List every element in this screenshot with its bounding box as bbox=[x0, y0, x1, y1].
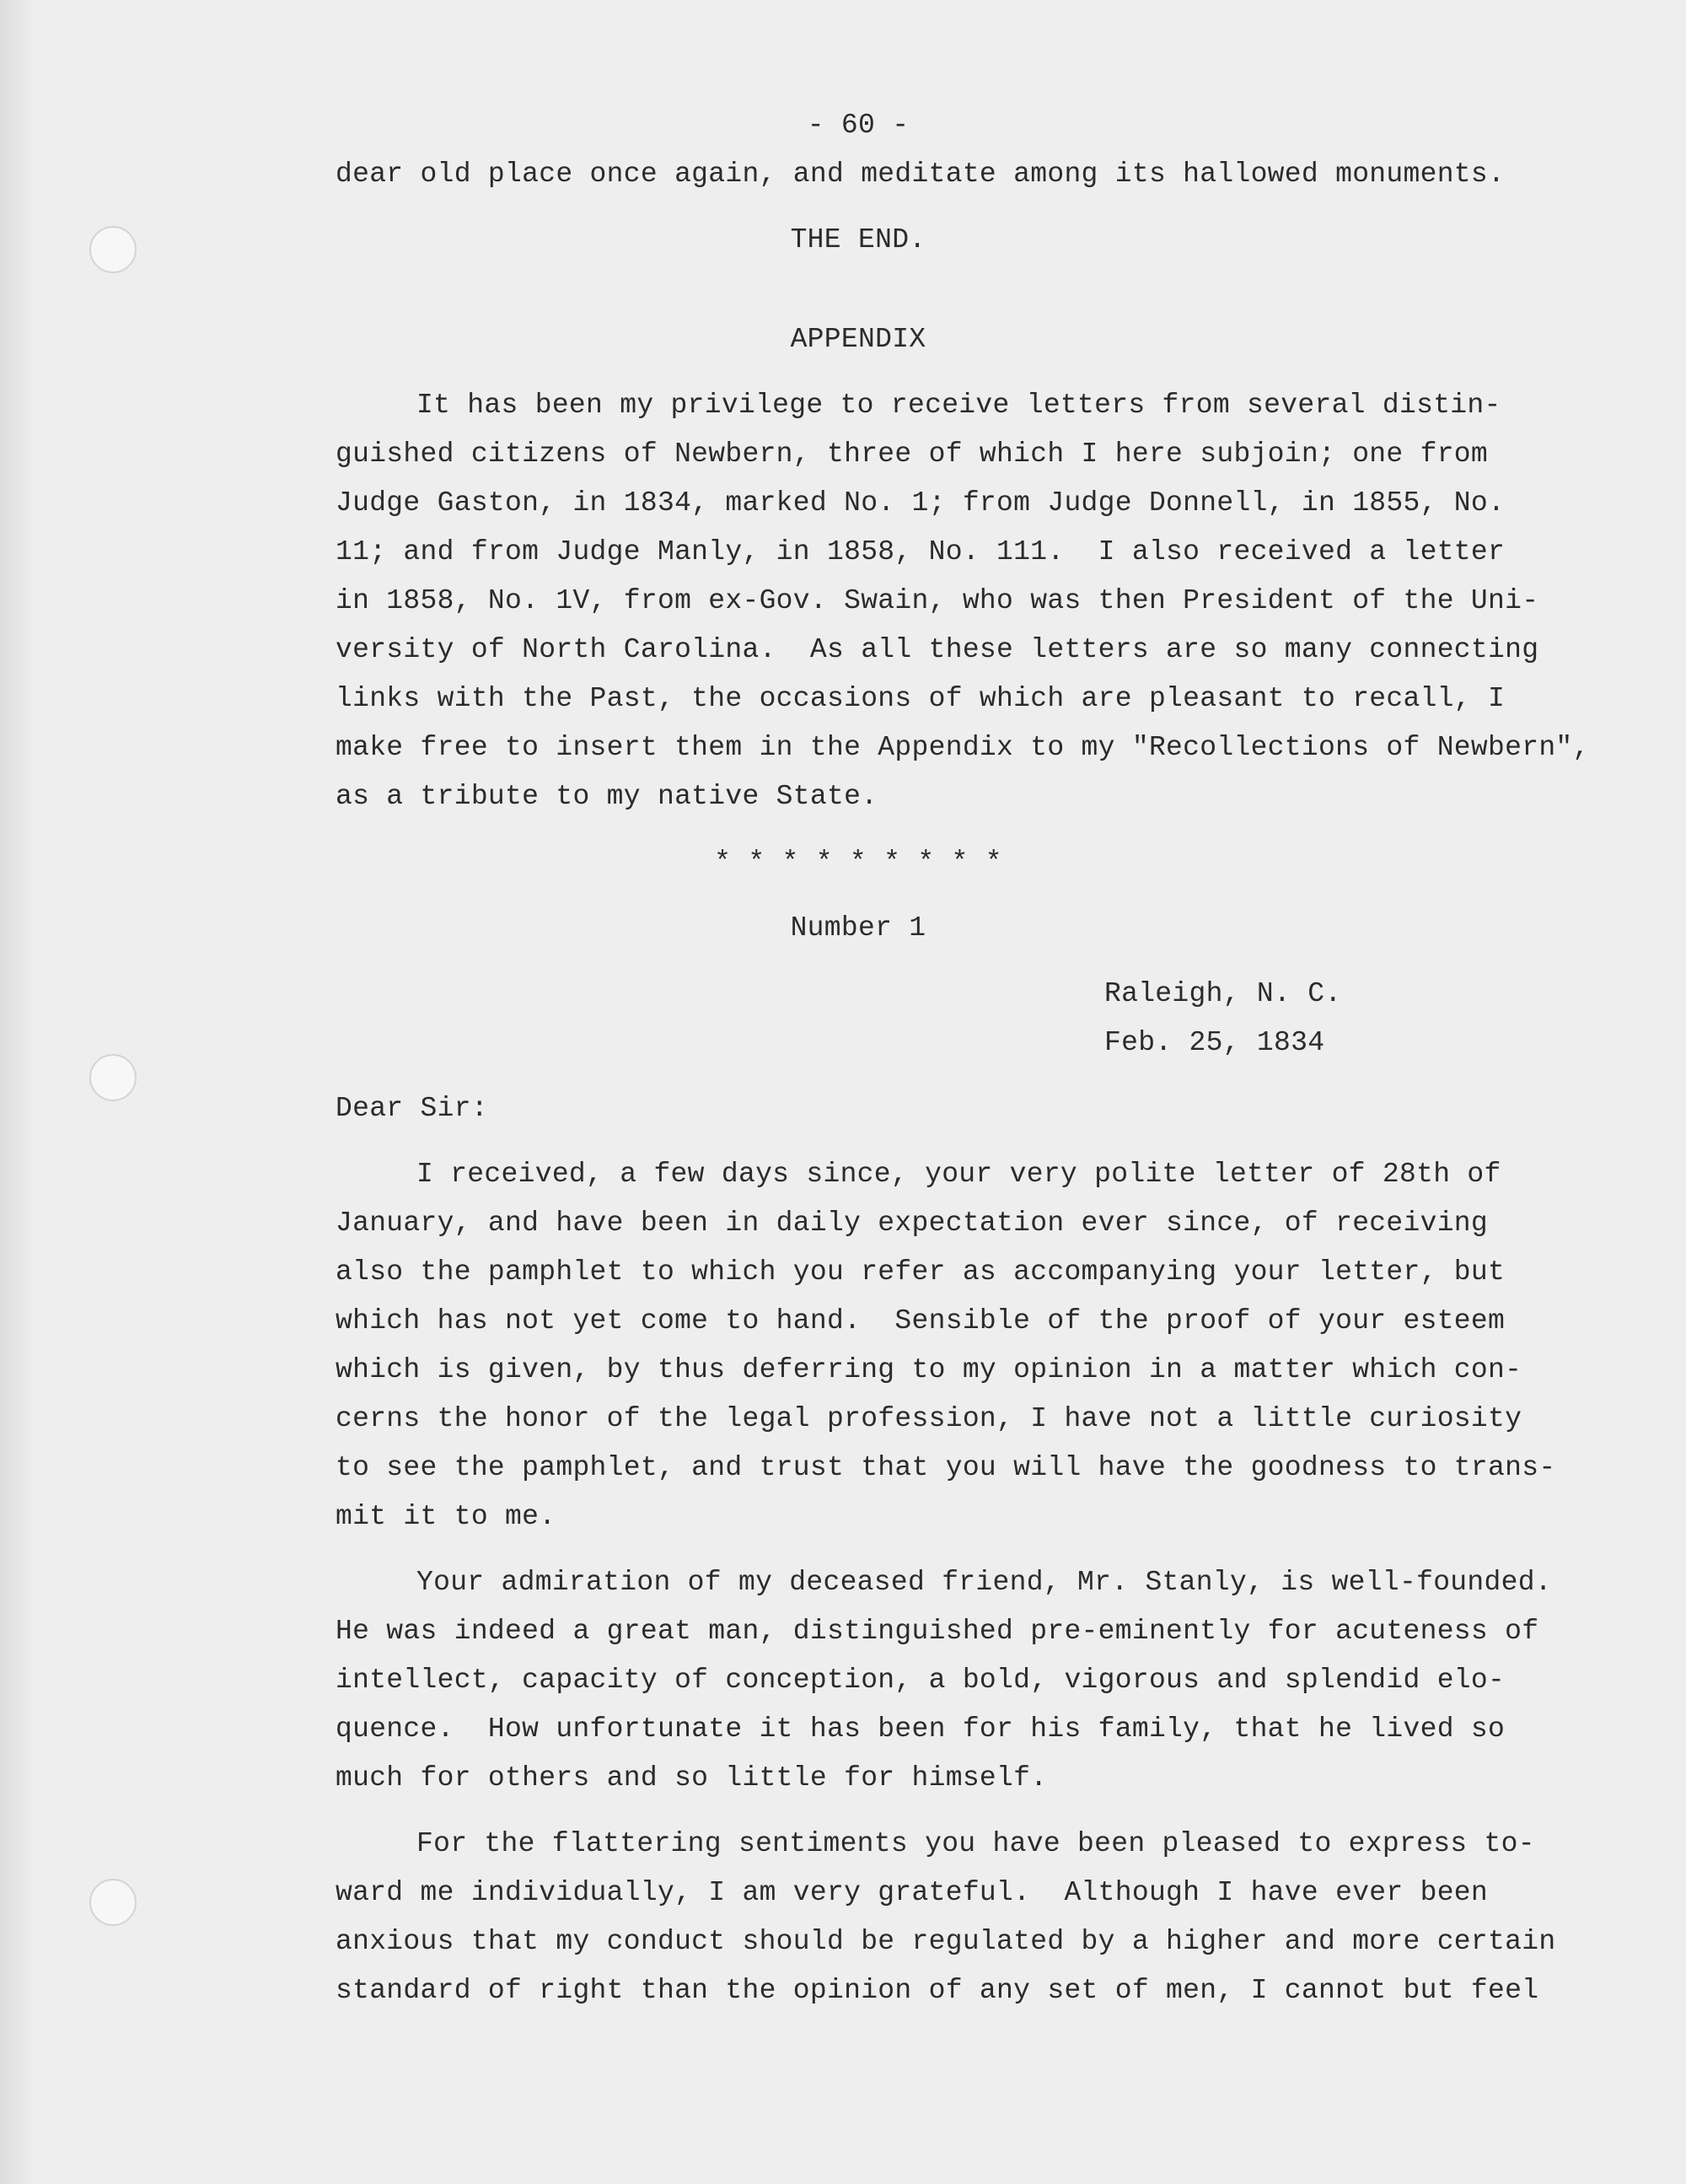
letter-place: Raleigh, N. C. bbox=[1104, 978, 1342, 1009]
the-end-heading: THE END. bbox=[790, 224, 926, 256]
appendix-paragraph bbox=[336, 381, 1590, 821]
paragraph-line: 11; and from Judge Manly, in 1858, No. 111. I also received a letter bbox=[336, 536, 1506, 568]
letter-date: Feb. 25, 1834 bbox=[1104, 1027, 1325, 1058]
paragraph-line: which is given, by thus deferring to my opinion in a matter which con- bbox=[336, 1354, 1522, 1385]
paragraph-line: January, and have been in daily expectation ever since, of receiving bbox=[336, 1208, 1489, 1239]
appendix-heading: APPENDIX bbox=[790, 324, 926, 355]
page-edge-shadow bbox=[0, 0, 34, 2184]
paragraph-line: I received, a few days since, your very polite letter of 28th of bbox=[416, 1159, 1501, 1190]
paragraph-line: guished citizens of Newbern, three of which I here subjoin; one from bbox=[336, 438, 1489, 470]
punch-hole bbox=[89, 1879, 137, 1926]
paragraph-line: which has not yet come to hand. Sensible of the proof of your esteem bbox=[336, 1305, 1506, 1337]
paragraph-line: He was indeed a great man, distinguished pre-eminently for acuteness of bbox=[336, 1616, 1539, 1647]
paragraph-line: links with the Past, the occasions of which are pleasant to recall, I bbox=[336, 683, 1506, 714]
letter-paragraph bbox=[336, 1558, 1566, 1803]
document-text bbox=[336, 101, 1590, 2015]
paragraph-line: to see the pamphlet, and trust that you will have the goodness to trans- bbox=[336, 1452, 1556, 1483]
letter-paragraph bbox=[336, 1150, 1566, 1541]
paragraph-line: anxious that my conduct should be regulated by a higher and more certain bbox=[336, 1926, 1556, 1957]
paragraph-line: versity of North Carolina. As all these letters are so many connecting bbox=[336, 634, 1539, 665]
paragraph-line: intellect, capacity of conception, a bold, vigorous and splendid elo- bbox=[336, 1665, 1506, 1696]
paragraph-line: It has been my privilege to receive letters from several distin- bbox=[416, 390, 1501, 421]
paragraph-line: also the pamphlet to which you refer as accompanying your letter, but bbox=[336, 1256, 1506, 1288]
paragraph-line: For the flattering sentiments you have been pleased to express to- bbox=[416, 1828, 1535, 1859]
paragraph-line: make free to insert them in the Appendix to my "Recollections of Newbern", bbox=[336, 732, 1590, 763]
page-number: - 60 - bbox=[807, 110, 910, 141]
paragraph-line: quence. How unfortunate it has been for his family, that he lived so bbox=[336, 1713, 1506, 1745]
salutation: Dear Sir: bbox=[336, 1093, 488, 1124]
punch-hole bbox=[89, 1054, 137, 1101]
opening-line: dear old place once again, and meditate among its hallowed monuments. bbox=[336, 159, 1506, 190]
paragraph-line: cerns the honor of the legal profession, I have not a little curiosity bbox=[336, 1403, 1522, 1434]
paragraph-line: Judge Gaston, in 1834, marked No. 1; from Judge Donnell, in 1855, No. bbox=[336, 487, 1506, 519]
paragraph-line: Your admiration of my deceased friend, Mr. Stanly, is well-founded. bbox=[416, 1567, 1552, 1598]
paragraph-line: much for others and so little for himself. bbox=[336, 1762, 1048, 1794]
paragraph-line: ward me individually, I am very grateful. Although I have ever been bbox=[336, 1877, 1489, 1908]
letter-number: Number 1 bbox=[790, 912, 926, 944]
paragraph-line: mit it to me. bbox=[336, 1501, 556, 1532]
asterisk-separator: * * * * * * * * * bbox=[714, 847, 1002, 878]
letter-paragraph bbox=[336, 1820, 1566, 2015]
paragraph-line: as a tribute to my native State. bbox=[336, 781, 878, 812]
paragraph-line: in 1858, No. 1V, from ex-Gov. Swain, who was then President of the Uni- bbox=[336, 585, 1539, 616]
punch-hole bbox=[89, 226, 137, 273]
paragraph-line: standard of right than the opinion of any set of men, I cannot but feel bbox=[336, 1975, 1539, 2006]
